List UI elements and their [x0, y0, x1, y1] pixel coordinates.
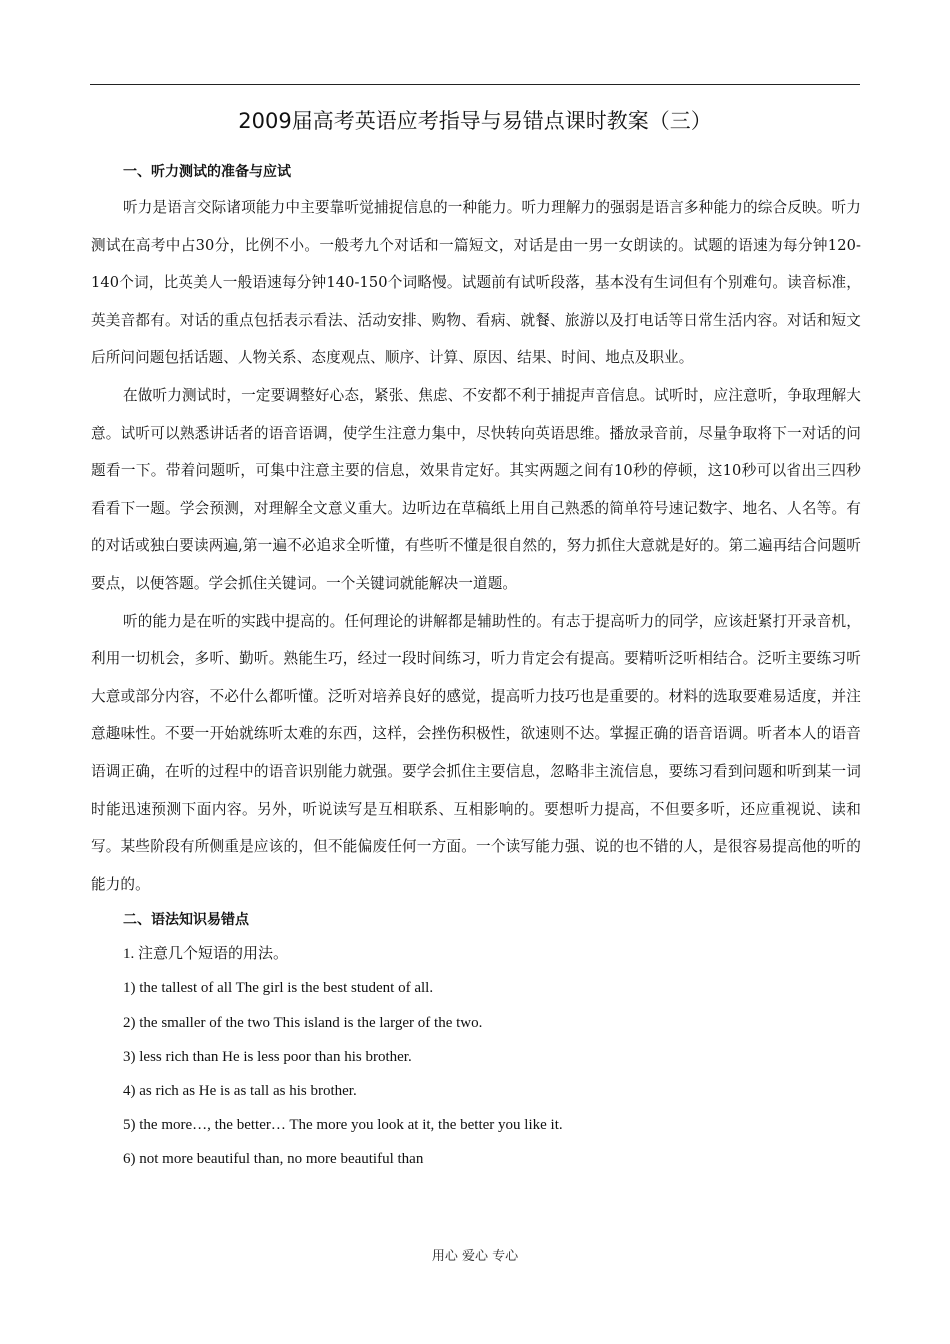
grammar-line: 1) the tallest of all The girl is the best student of all.: [123, 980, 434, 997]
paragraph-listening-tips: 在做听力测试时，一定要调整好心态，紧张、焦虑、不安都不利于捕捉声音信息。试听时，应注意听，争取理解大意。试听可以熟悉讲话者的语音语调，使学生注意力集中，尽快转向英语思维。播放录音前，尽量争取将下一对话的问题看一下。带着问题听，可集中注意主要的信息，效果肯定好。其实两题之间有10秒的停顿，这10秒可以省出三四秒看看下一题。学会预测，对理解全文意义重大。边听边在草稿纸上用自己熟悉的简单符号速记数字、地名、人名等。有的对话或独白要读两遍,第一遍不必追求全听懂，有些听不懂是很自然的，努力抓住大意就是好的。第二遍再结合问题听要点，以便答题。学会抓住关键词。一个关键词就能解决一道题。: [91, 386, 861, 592]
paragraph-listening-practice: 听的能力是在听的实践中提高的。任何理论的讲解都是辅助性的。有志于提高听力的同学，应该赶紧打开录音机，利用一切机会，多听、勤听。熟能生巧，经过一段时间练习，听力肯定会有提高。要精听泛听相结合。泛听主要练习听大意或部分内容，不必什么都听懂。泛听对培养良好的感觉，提高听力技巧也是重要的。材料的选取要难易适度，并注意趣味性。不要一开始就练听太难的东西，这样，会挫伤积极性，欲速则不达。掌握正确的语音语调。听者本人的语音语调正确，在听的过程中的语音识别能力就强。要学会抓住主要信息，忽略非主流信息，要练习看到问题和听到某一词时能迅速预测下面内容。另外，听说读写是互相联系、互相影响的。要想听力提高，不但要多听，还应重视说、读和写。某些阶段有所侧重是应该的，但不能偏废任何一方面。一个读写能力强、说的也不错的人，是很容易提高他的听的能力的。: [91, 612, 861, 893]
grammar-line: 2) the smaller of the two This island is the larger of the two.: [123, 1014, 483, 1031]
page-title: 2009届高考英语应考指导与易错点课时教案（三）: [238, 109, 712, 133]
section-heading-listening: 一、听力测试的准备与应试: [123, 164, 291, 180]
grammar-line: 5) the more…, the better… The more you look at it, the better you like it.: [123, 1117, 563, 1134]
grammar-line: 1. 注意几个短语的用法。: [123, 946, 289, 963]
header-rule: [90, 84, 860, 85]
page-footer: 用心 爱心 专心: [431, 1249, 519, 1264]
section-heading-grammar: 二、语法知识易错点: [123, 912, 249, 929]
grammar-line: 4) as rich as He is as tall as his brother.: [123, 1083, 357, 1100]
grammar-line: 3) less rich than He is less poor than his brother.: [123, 1048, 412, 1065]
grammar-line: 6) not more beautiful than, no more beautiful than: [123, 1151, 424, 1168]
document-body: [91, 155, 861, 1177]
paragraph-listening-intro: 听力是语言交际诸项能力中主要靠听觉捕捉信息的一种能力。听力理解力的强弱是语言多种能力的综合反映。听力测试在高考中占30分，比例不小。一般考九个对话和一篇短文，对话是由一男一女朗读的。试题的语速为每分钟120-140个词，比英美人一般语速每分钟140-150个词略慢。试题前有试听段落，基本没有生词但有个别难句。读音标准，英美音都有。对话的重点包括表示看法、活动安排、购物、看病、就餐、旅游以及打电话等日常生活内容。对话和短文后所问问题包括话题、人物关系、态度观点、顺序、计算、原因、结果、时间、地点及职业。: [91, 199, 861, 367]
